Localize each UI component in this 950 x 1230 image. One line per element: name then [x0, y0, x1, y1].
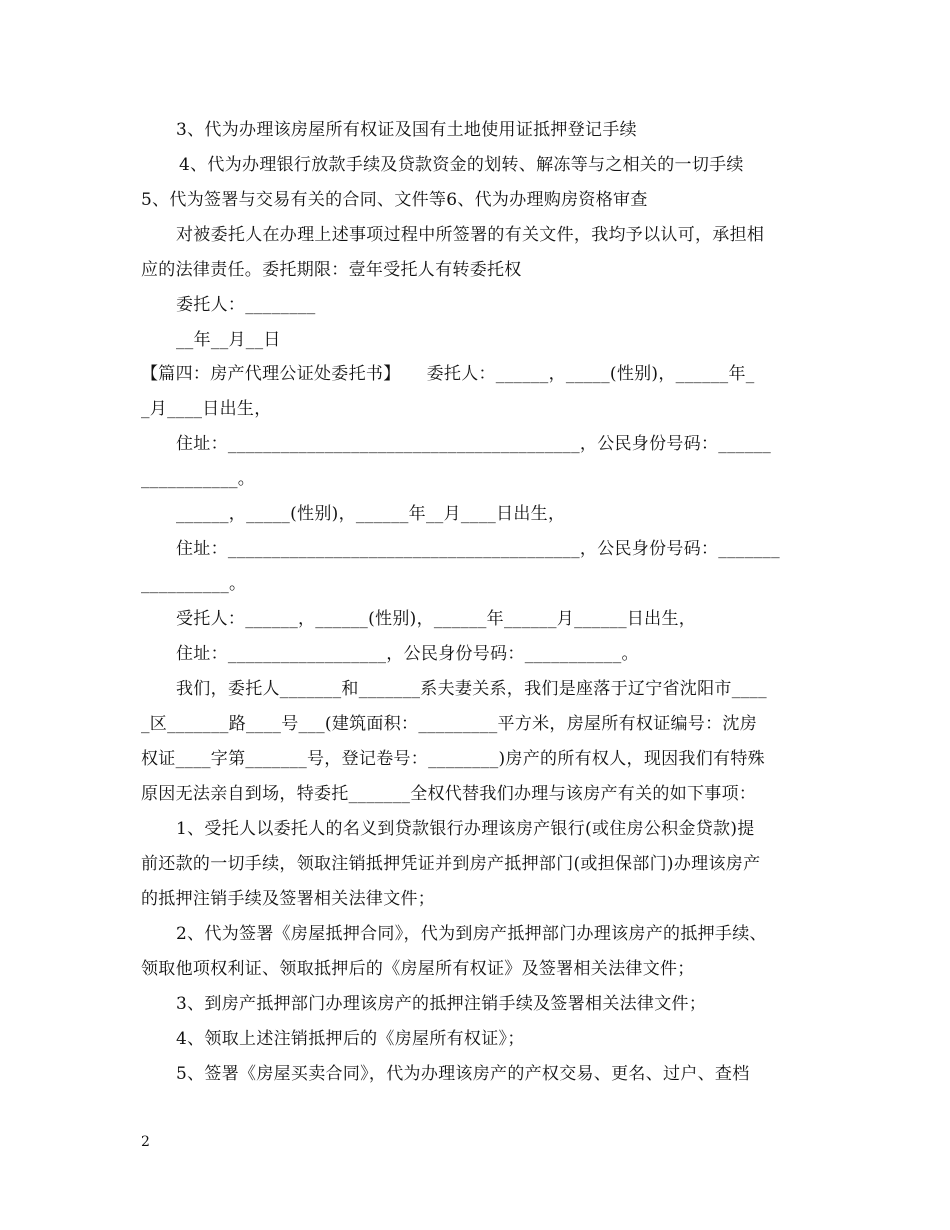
paragraph-line: 3、到房产抵押部门办理该房产的抵押注销手续及签署相关法律文件； — [176, 994, 707, 1014]
paragraph-line: ___________。 — [141, 469, 256, 489]
paragraph-line: 住址：________________________________________，公民身份号码：______ — [176, 434, 772, 454]
paragraph-line: 前还款的一切手续，领取注销抵押凭证并到房产抵押部门(或担保部门)办理该房产 — [141, 854, 761, 874]
paragraph-line: 领取他项权利证、领取抵押后的《房屋所有权证》及签署相关法律文件； — [141, 959, 695, 979]
date-line: __年__月__日 — [176, 330, 281, 350]
page-number: 2 — [141, 1134, 150, 1150]
paragraph-line: 5、代为签署与交易有关的合同、文件等6、代为办理购房资格审查 — [141, 190, 648, 210]
paragraph-line: 我们，委托人_______和_______系夫妻关系，我们是座落于辽宁省沈阳市____ — [176, 679, 767, 699]
paragraph-line: 的抵押注销手续及签署相关法律文件； — [141, 889, 436, 909]
section-heading-line: 【篇四：房产代理公证处委托书】 委托人：______，_____(性别)，______年_ — [141, 364, 755, 384]
paragraph-line: 委托人：________ — [176, 295, 316, 315]
paragraph-line: 4、代为办理银行放款手续及贷款资金的划转、解冻等与之相关的一切手续 — [179, 155, 744, 175]
paragraph-line: 1、受托人以委托人的名义到贷款银行办理该房产银行(或住房公积金贷款)提 — [176, 819, 755, 839]
paragraph-line: 受托人：______，______(性别)，______年______月______日出生， — [176, 609, 697, 629]
paragraph-line: _月____日出生， — [141, 399, 272, 419]
paragraph-line: 2、代为签署《房屋抵押合同》，代为到房产抵押部门办理该房产的抵押手续、 — [176, 924, 767, 944]
paragraph-line: _区_______路____号___(建筑面积：_________平方米，房屋所有权证编号：沈房 — [141, 714, 758, 734]
paragraph-line: 住址：__________________，公民身份号码：___________。 — [176, 644, 639, 664]
paragraph-line: 4、领取上述注销抵押后的《房屋所有权证》； — [176, 1029, 525, 1049]
paragraph-line: ______，_____(性别)，______年__月____日出生， — [176, 504, 566, 524]
paragraph-line: __________。 — [141, 574, 247, 594]
paragraph-line: 原因无法亲自到场，特委托_______全权代替我们办理与该房产有关的如下事项： — [141, 784, 757, 804]
paragraph-line: 权证____字第_______号，登记卷号：________)房产的所有权人，现因我们有特殊 — [141, 749, 765, 769]
paragraph-line: 3、代为办理该房屋所有权证及国有土地使用证抵押登记手续 — [176, 120, 637, 140]
paragraph-line: 对被委托人在办理上述事项过程中所签署的有关文件，我均予以认可，承担相 — [176, 225, 765, 245]
paragraph-line: 住址：________________________________________，公民身份号码：_______ — [176, 539, 780, 559]
paragraph-line: 5、签署《房屋买卖合同》，代为办理该房产的产权交易、更名、过户、查档 — [176, 1064, 750, 1084]
paragraph-line: 应的法律责任。委托期限：壹年受托人有转委托权 — [141, 260, 522, 280]
